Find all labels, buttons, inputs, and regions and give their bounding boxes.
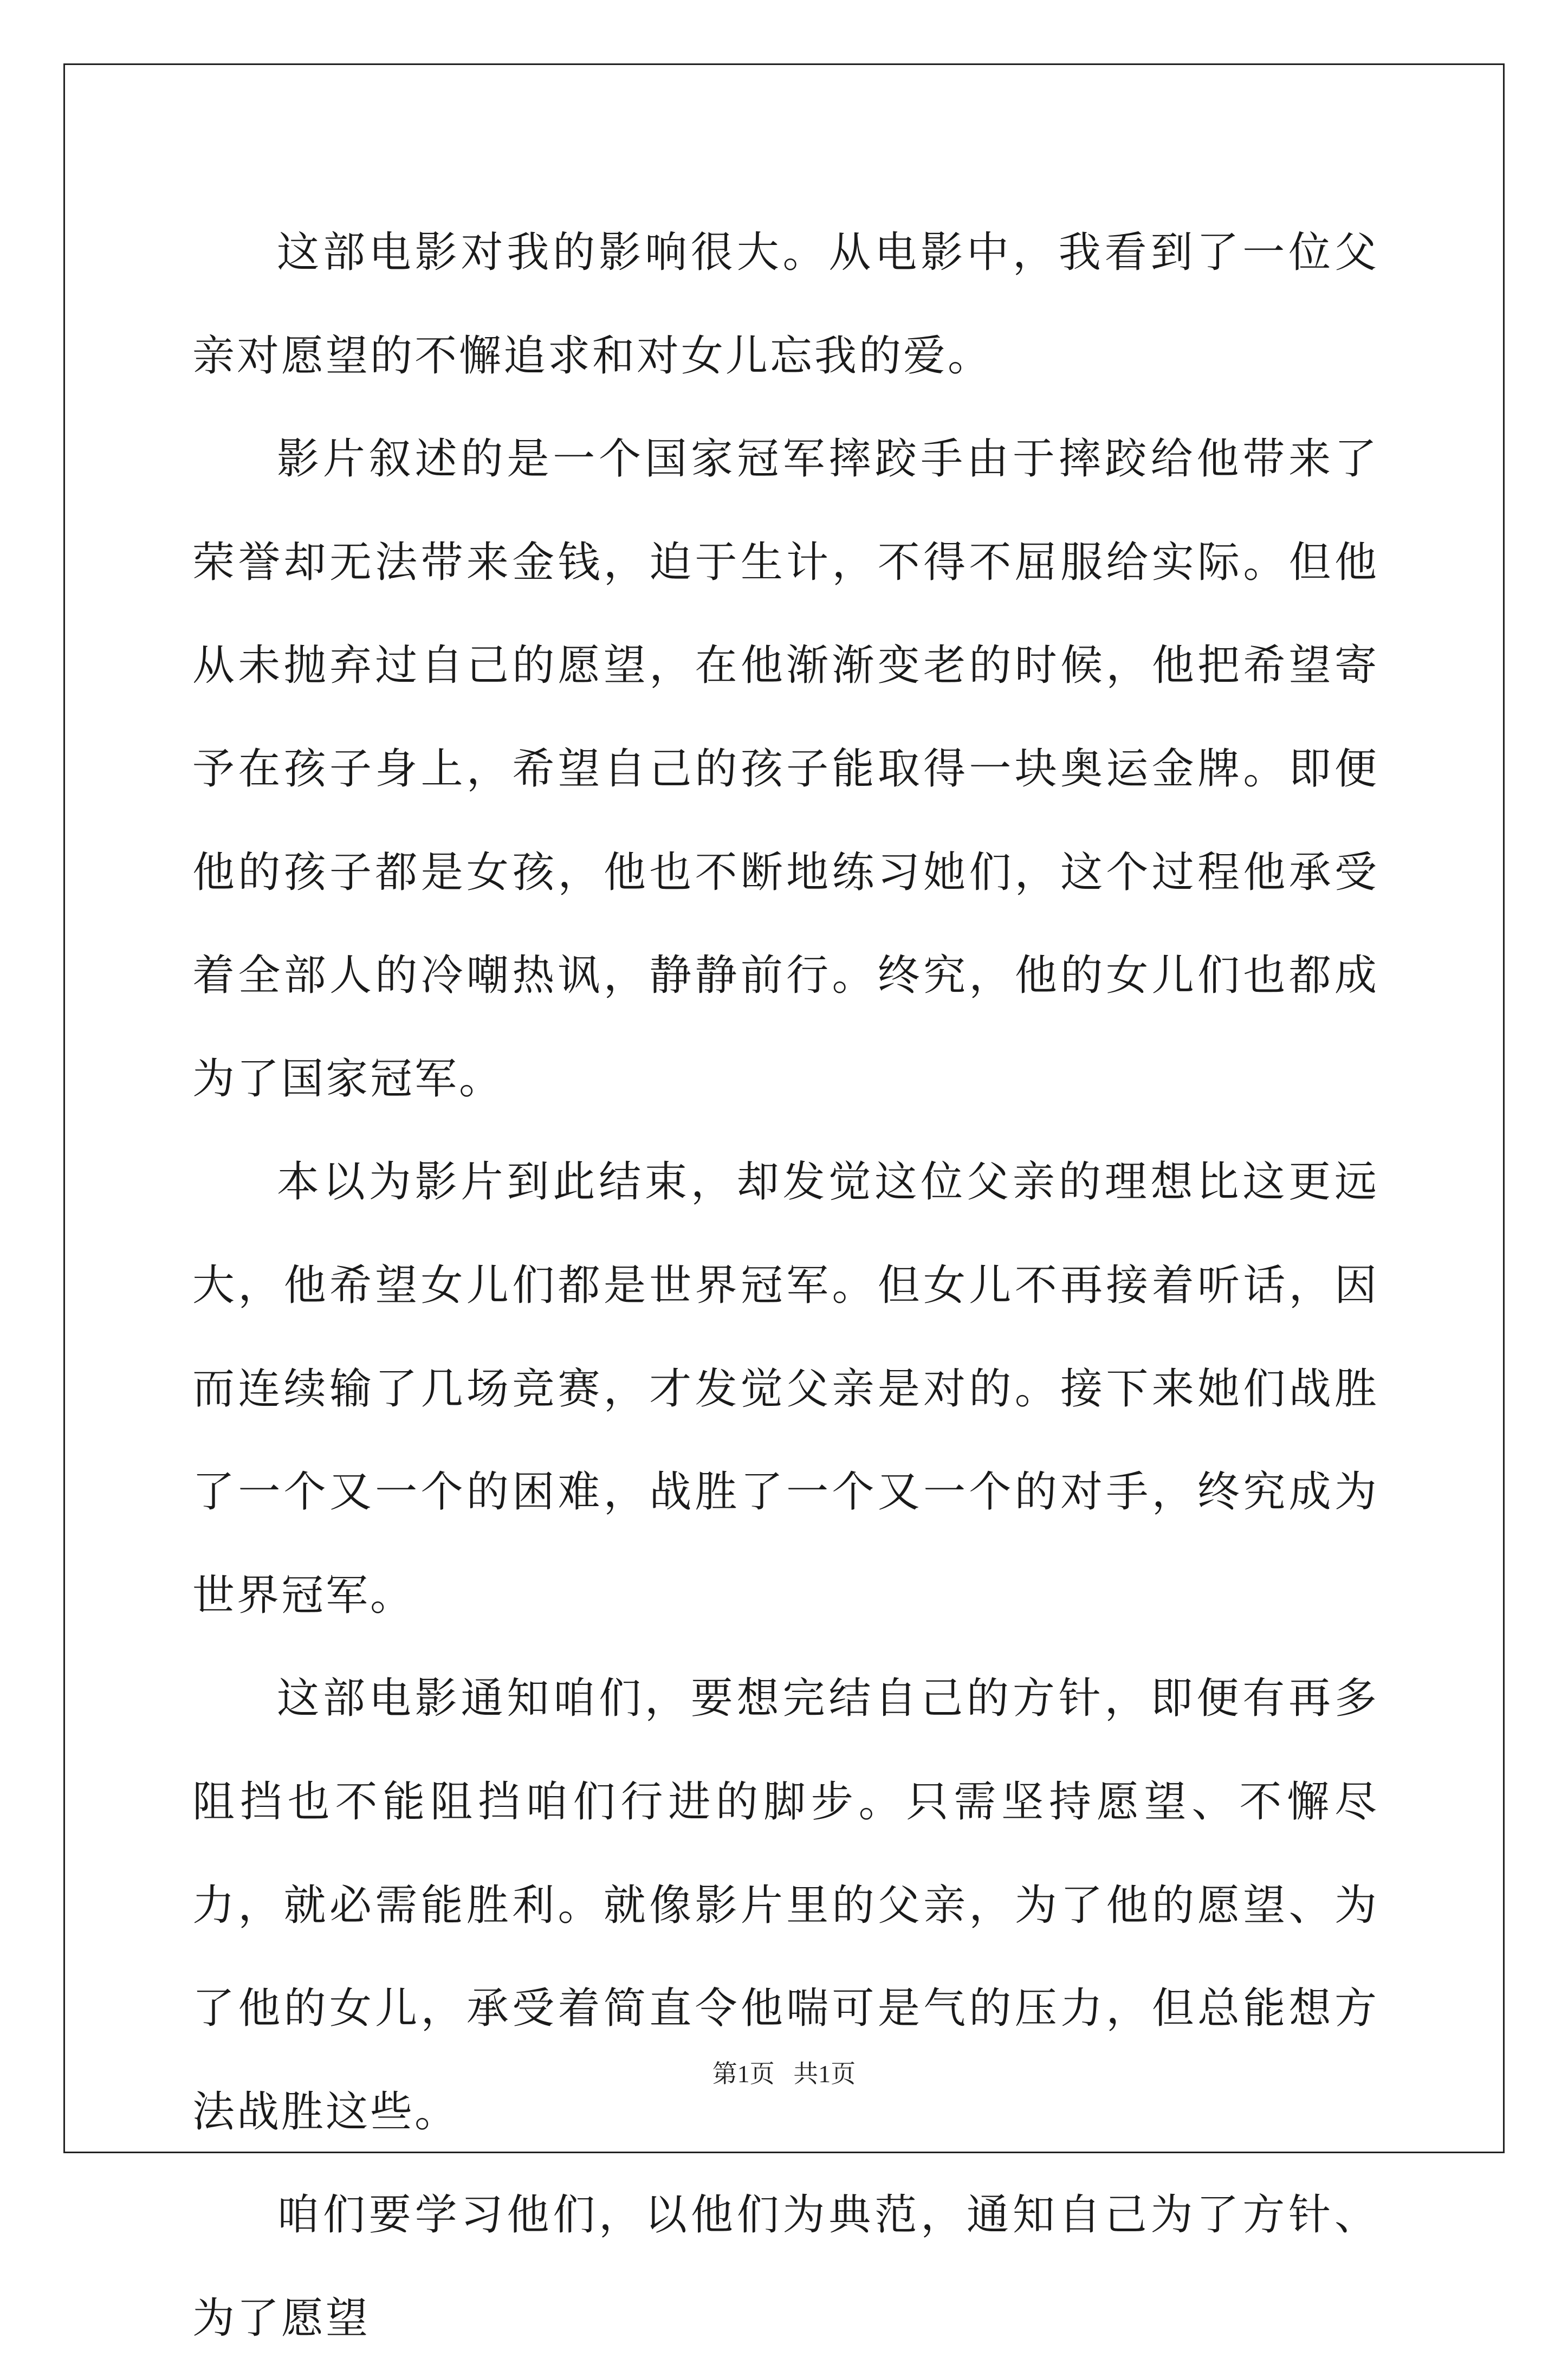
page-footer [0,2054,1568,2090]
document-body [192,201,1379,2343]
paragraph-3: 本以为影片到此结束，却发觉这位父亲的理想比这更远大，他希望女儿们都是世界冠军。但女儿不再接着听话，因而连续输了几场竞赛，才发觉父亲是对的。接下来她们战胜了一个又一个的困难，战胜了一个又一个的对手，终究成为世界冠军。 [192,1158,1379,1620]
paragraph-5: 咱们要学习他们，以他们为典范，通知自己为了方针、为了愿望 [192,2191,1379,2343]
page-number: 第1页 [712,2060,775,2088]
total-pages: 共1页 [793,2060,856,2088]
paragraph-1: 这部电影对我的影响很大。从电影中，我看到了一位父亲对愿望的不懈追求和对女儿忘我的爱。 [192,228,1379,380]
paragraph-2: 影片叙述的是一个国家冠军摔跤手由于摔跤给他带来了荣誉却无法带来金钱，迫于生计，不得不屈服给实际。但他从未抛弃过自己的愿望，在他渐渐变老的时候，他把希望寄予在孩子身上，希望自己的孩子能取得一块奥运金牌。即便他的孩子都是女孩，他也不断地练习她们，这个过程他承受着全部人的冷嘲热讽，静静前行。终究，他的女儿们也都成为了国家冠军。 [192,435,1379,1103]
paragraph-4: 这部电影通知咱们，要想完结自己的方针，即便有再多阻挡也不能阻挡咱们行进的脚步。只需坚持愿望、不懈尽力，就必需能胜利。就像影片里的父亲，为了他的愿望、为了他的女儿，承受着简直令他喘可是气的压力，但总能想方法战胜这些。 [192,1674,1379,2136]
